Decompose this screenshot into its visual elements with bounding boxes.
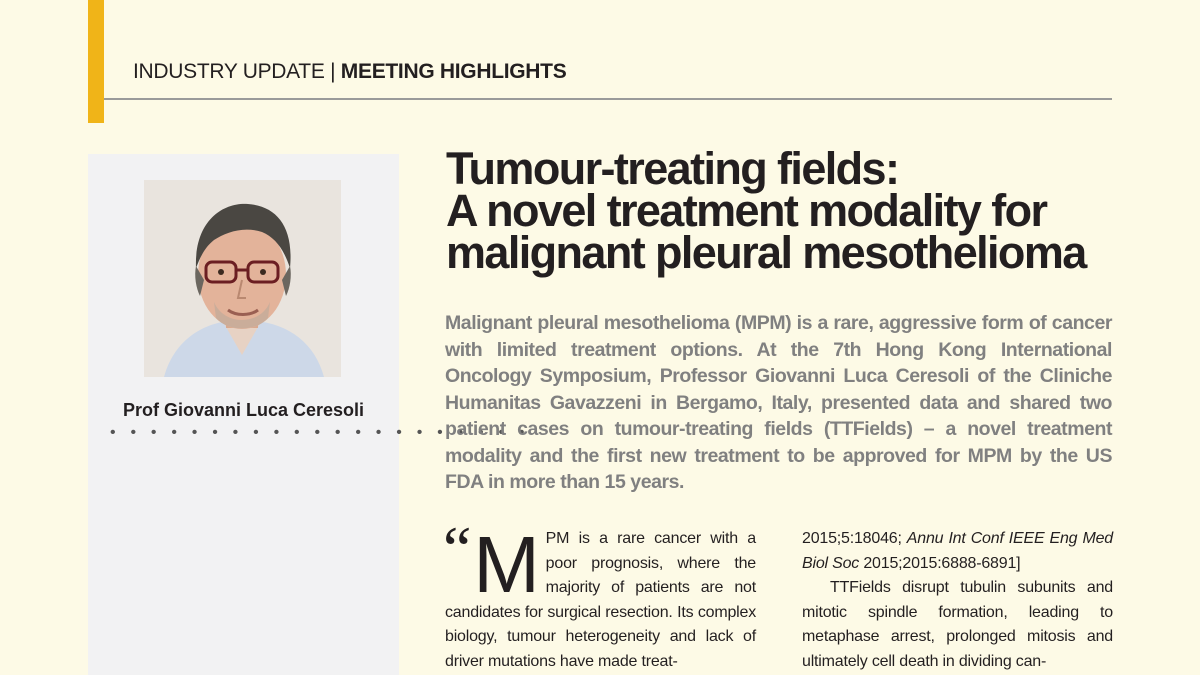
portrait-illustration [144, 180, 341, 377]
headline-line: malignant pleural mesothelioma [446, 227, 1086, 278]
headline-line: Tumour-treating fields: [446, 143, 899, 194]
headline-line: A novel treatment modality for [446, 185, 1047, 236]
article-standfirst: Malignant pleural mesothelioma (MPM) is a rare, aggressive form of cancer with limited treatment options. At the 7th Hong Kong International Oncology Symposium, Professor Giovanni Luca Ceresoli of the Cliniche Humanitas Gavazzeni in Bergamo, Italy, presented data and shared two patient cases on tumour-treating fields (TTFields) – a novel treatment modality and the first new treatment to be approved for MPM by the US FDA in more than 15 years. [445, 312, 1112, 493]
header-divider [104, 98, 1112, 100]
speaker-name: Prof Giovanni Luca Ceresoli [122, 400, 365, 420]
reference-text: 2015;5:18046; [802, 530, 907, 547]
body-paragraph: TTFields disrupt tubulin subunits and mitotic spindle formation, leading to metaphase arrest, prolonged mitosis and ultimately cell death in dividing can- [802, 579, 1113, 670]
reference-text: 2015;2015:6888-6891] [859, 554, 1021, 572]
body-text-left: PM is a rare cancer with a poor prognosis, where the majority of patients are not candidates for surgical resection. Its complex biology, tumour heterogeneity and lack of driver mutations have made treat- [445, 530, 756, 670]
section-label: INDUSTRY UPDATE [133, 60, 325, 83]
body-column-right [802, 527, 1113, 675]
opening-quote-mark: “ [443, 513, 472, 584]
subsection-label: MEETING HIGHLIGHTS [340, 60, 567, 83]
speaker-sidebar [88, 154, 530, 675]
article-headline [446, 143, 1146, 278]
section-separator: | [330, 60, 336, 83]
drop-cap: M [473, 520, 540, 609]
speaker-photo [144, 180, 341, 377]
reference-citation [802, 527, 1113, 576]
accent-bar [88, 0, 104, 123]
body-column-left [443, 513, 756, 675]
reference-journal: Annu Int Conf IEEE Eng Med Biol Soc [802, 530, 1113, 572]
section-header [133, 60, 566, 84]
dotted-divider: • • • • • • • • • • • • • • • • • • • • • [110, 424, 530, 441]
